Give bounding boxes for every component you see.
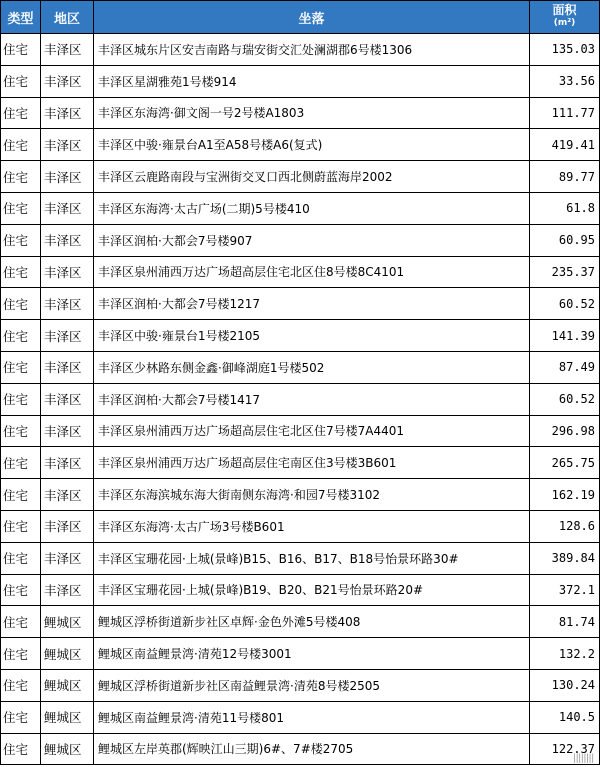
cell-type: 住宅 — [1, 129, 41, 161]
cell-area: 60.52 — [530, 288, 600, 320]
cell-area: 132.2 — [530, 638, 600, 670]
cell-district: 丰泽区 — [41, 479, 94, 511]
table-row — [1, 669, 600, 701]
cell-district: 丰泽区 — [41, 192, 94, 224]
table-row — [1, 161, 600, 193]
cell-address: 丰泽区润柏·大都会7号楼907 — [94, 224, 530, 256]
cell-area: 141.39 — [530, 320, 600, 352]
cell-type: 住宅 — [1, 606, 41, 638]
cell-district: 丰泽区 — [41, 574, 94, 606]
cell-district: 丰泽区 — [41, 415, 94, 447]
cell-address: 丰泽区润柏·大都会7号楼1417 — [94, 383, 530, 415]
cell-address: 丰泽区云鹿路南段与宝洲街交叉口西北侧蔚蓝海岸2002 — [94, 161, 530, 193]
cell-address: 丰泽区泉州浦西万达广场超高层住宅南区住3号楼3B601 — [94, 447, 530, 479]
cell-type: 住宅 — [1, 256, 41, 288]
cell-type: 住宅 — [1, 161, 41, 193]
cell-type: 住宅 — [1, 638, 41, 670]
cell-district: 丰泽区 — [41, 97, 94, 129]
table-row — [1, 447, 600, 479]
cell-type: 住宅 — [1, 733, 41, 765]
cell-district: 丰泽区 — [41, 510, 94, 542]
cell-district: 丰泽区 — [41, 161, 94, 193]
cell-area: 235.37 — [530, 256, 600, 288]
cell-address: 鲤城区南益鲤景湾·清苑12号楼3001 — [94, 638, 530, 670]
cell-district: 丰泽区 — [41, 542, 94, 574]
cell-type: 住宅 — [1, 415, 41, 447]
cell-type: 住宅 — [1, 383, 41, 415]
cell-type: 住宅 — [1, 351, 41, 383]
cell-area: 61.8 — [530, 192, 600, 224]
cell-district: 丰泽区 — [41, 256, 94, 288]
cell-area: 419.41 — [530, 129, 600, 161]
table-row — [1, 479, 600, 511]
cell-type: 住宅 — [1, 34, 41, 66]
cell-type: 住宅 — [1, 224, 41, 256]
cell-district: 鲤城区 — [41, 638, 94, 670]
header-type: 类型 — [1, 1, 41, 34]
table-row — [1, 733, 600, 765]
cell-district: 鲤城区 — [41, 701, 94, 733]
cell-type: 住宅 — [1, 288, 41, 320]
cell-district: 鲤城区 — [41, 669, 94, 701]
cell-district: 鲤城区 — [41, 606, 94, 638]
cell-address: 丰泽区少林路东侧金鑫·御峰湖庭1号楼502 — [94, 351, 530, 383]
cell-type: 住宅 — [1, 479, 41, 511]
table-row — [1, 415, 600, 447]
table-row — [1, 34, 600, 66]
cell-area: 89.77 — [530, 161, 600, 193]
cell-area: 265.75 — [530, 447, 600, 479]
table-row — [1, 320, 600, 352]
cell-type: 住宅 — [1, 542, 41, 574]
table-row — [1, 574, 600, 606]
cell-area: 60.95 — [530, 224, 600, 256]
cell-type: 住宅 — [1, 701, 41, 733]
cell-district: 鲤城区 — [41, 733, 94, 765]
table-row — [1, 542, 600, 574]
cell-district: 丰泽区 — [41, 224, 94, 256]
cell-address: 鲤城区左岸英郡(辉映江山三期)6#、7#楼2705 — [94, 733, 530, 765]
cell-area: 87.49 — [530, 351, 600, 383]
header-district: 地区 — [41, 1, 94, 34]
table-row — [1, 97, 600, 129]
cell-address: 丰泽区东海湾·太古广场3号楼B601 — [94, 510, 530, 542]
cell-address: 鲤城区南益鲤景湾·清苑11号楼801 — [94, 701, 530, 733]
cell-address: 丰泽区东海湾·太古广场(二期)5号楼410 — [94, 192, 530, 224]
table-row — [1, 606, 600, 638]
cell-address: 丰泽区宝珊花园·上城(景峰)B19、B20、B21号怡景环路20# — [94, 574, 530, 606]
cell-area: 60.52 — [530, 383, 600, 415]
cell-type: 住宅 — [1, 669, 41, 701]
cell-address: 丰泽区中骏·雍景台A1至A58号楼A6(复式) — [94, 129, 530, 161]
cell-address: 丰泽区润柏·大都会7号楼1217 — [94, 288, 530, 320]
table-row — [1, 383, 600, 415]
cell-district: 丰泽区 — [41, 288, 94, 320]
cell-district: 丰泽区 — [41, 129, 94, 161]
cell-district: 丰泽区 — [41, 351, 94, 383]
cell-address: 鲤城区浮桥街道新步社区南益鲤景湾·清苑8号楼2505 — [94, 669, 530, 701]
header-area-label: 面积 — [552, 3, 577, 17]
cell-area: 111.77 — [530, 97, 600, 129]
cell-district: 丰泽区 — [41, 320, 94, 352]
cell-address: 丰泽区泉州浦西万达广场超高层住宅北区住8号楼8C4101 — [94, 256, 530, 288]
header-row — [1, 1, 600, 34]
cell-address: 鲤城区浮桥街道新步社区卓辉·金色外滩5号楼408 — [94, 606, 530, 638]
cell-area: 81.74 — [530, 606, 600, 638]
cell-area: 296.98 — [530, 415, 600, 447]
table-row — [1, 638, 600, 670]
cell-district: 丰泽区 — [41, 447, 94, 479]
table-row — [1, 224, 600, 256]
watermark: |||||||| — [573, 753, 594, 764]
table-row — [1, 129, 600, 161]
cell-type: 住宅 — [1, 510, 41, 542]
cell-address: 丰泽区泉州浦西万达广场超高层住宅北区住7号楼7A4401 — [94, 415, 530, 447]
cell-area: 135.03 — [530, 34, 600, 66]
cell-district: 丰泽区 — [41, 383, 94, 415]
table-row — [1, 701, 600, 733]
cell-type: 住宅 — [1, 320, 41, 352]
cell-district: 丰泽区 — [41, 34, 94, 66]
table-row — [1, 65, 600, 97]
cell-area: 33.56 — [530, 65, 600, 97]
cell-type: 住宅 — [1, 192, 41, 224]
cell-area: 128.6 — [530, 510, 600, 542]
cell-type: 住宅 — [1, 65, 41, 97]
cell-address: 丰泽区城东片区安吉南路与瑞安街交汇处澜湖郡6号楼1306 — [94, 34, 530, 66]
header-area — [530, 1, 600, 34]
table-row — [1, 256, 600, 288]
cell-area: 130.24 — [530, 669, 600, 701]
cell-address: 丰泽区星湖雅苑1号楼914 — [94, 65, 530, 97]
table-row — [1, 288, 600, 320]
table-row — [1, 510, 600, 542]
cell-address: 丰泽区宝珊花园·上城(景峰)B15、B16、B17、B18号怡景环路30# — [94, 542, 530, 574]
header-address: 坐落 — [94, 1, 530, 34]
cell-area: 389.84 — [530, 542, 600, 574]
cell-address: 丰泽区东海湾·御文阁一号2号楼A1803 — [94, 97, 530, 129]
cell-district: 丰泽区 — [41, 65, 94, 97]
cell-type: 住宅 — [1, 447, 41, 479]
cell-area: 162.19 — [530, 479, 600, 511]
cell-address: 丰泽区中骏·雍景台1号楼2105 — [94, 320, 530, 352]
cell-area: 122.37 — [530, 733, 600, 765]
cell-area: 372.1 — [530, 574, 600, 606]
table-row — [1, 351, 600, 383]
cell-type: 住宅 — [1, 574, 41, 606]
cell-type: 住宅 — [1, 97, 41, 129]
cell-address: 丰泽区东海滨城东海大街南侧东海湾·和园7号楼3102 — [94, 479, 530, 511]
header-area-unit: (m²) — [553, 18, 576, 28]
table-row — [1, 192, 600, 224]
cell-area: 140.5 — [530, 701, 600, 733]
